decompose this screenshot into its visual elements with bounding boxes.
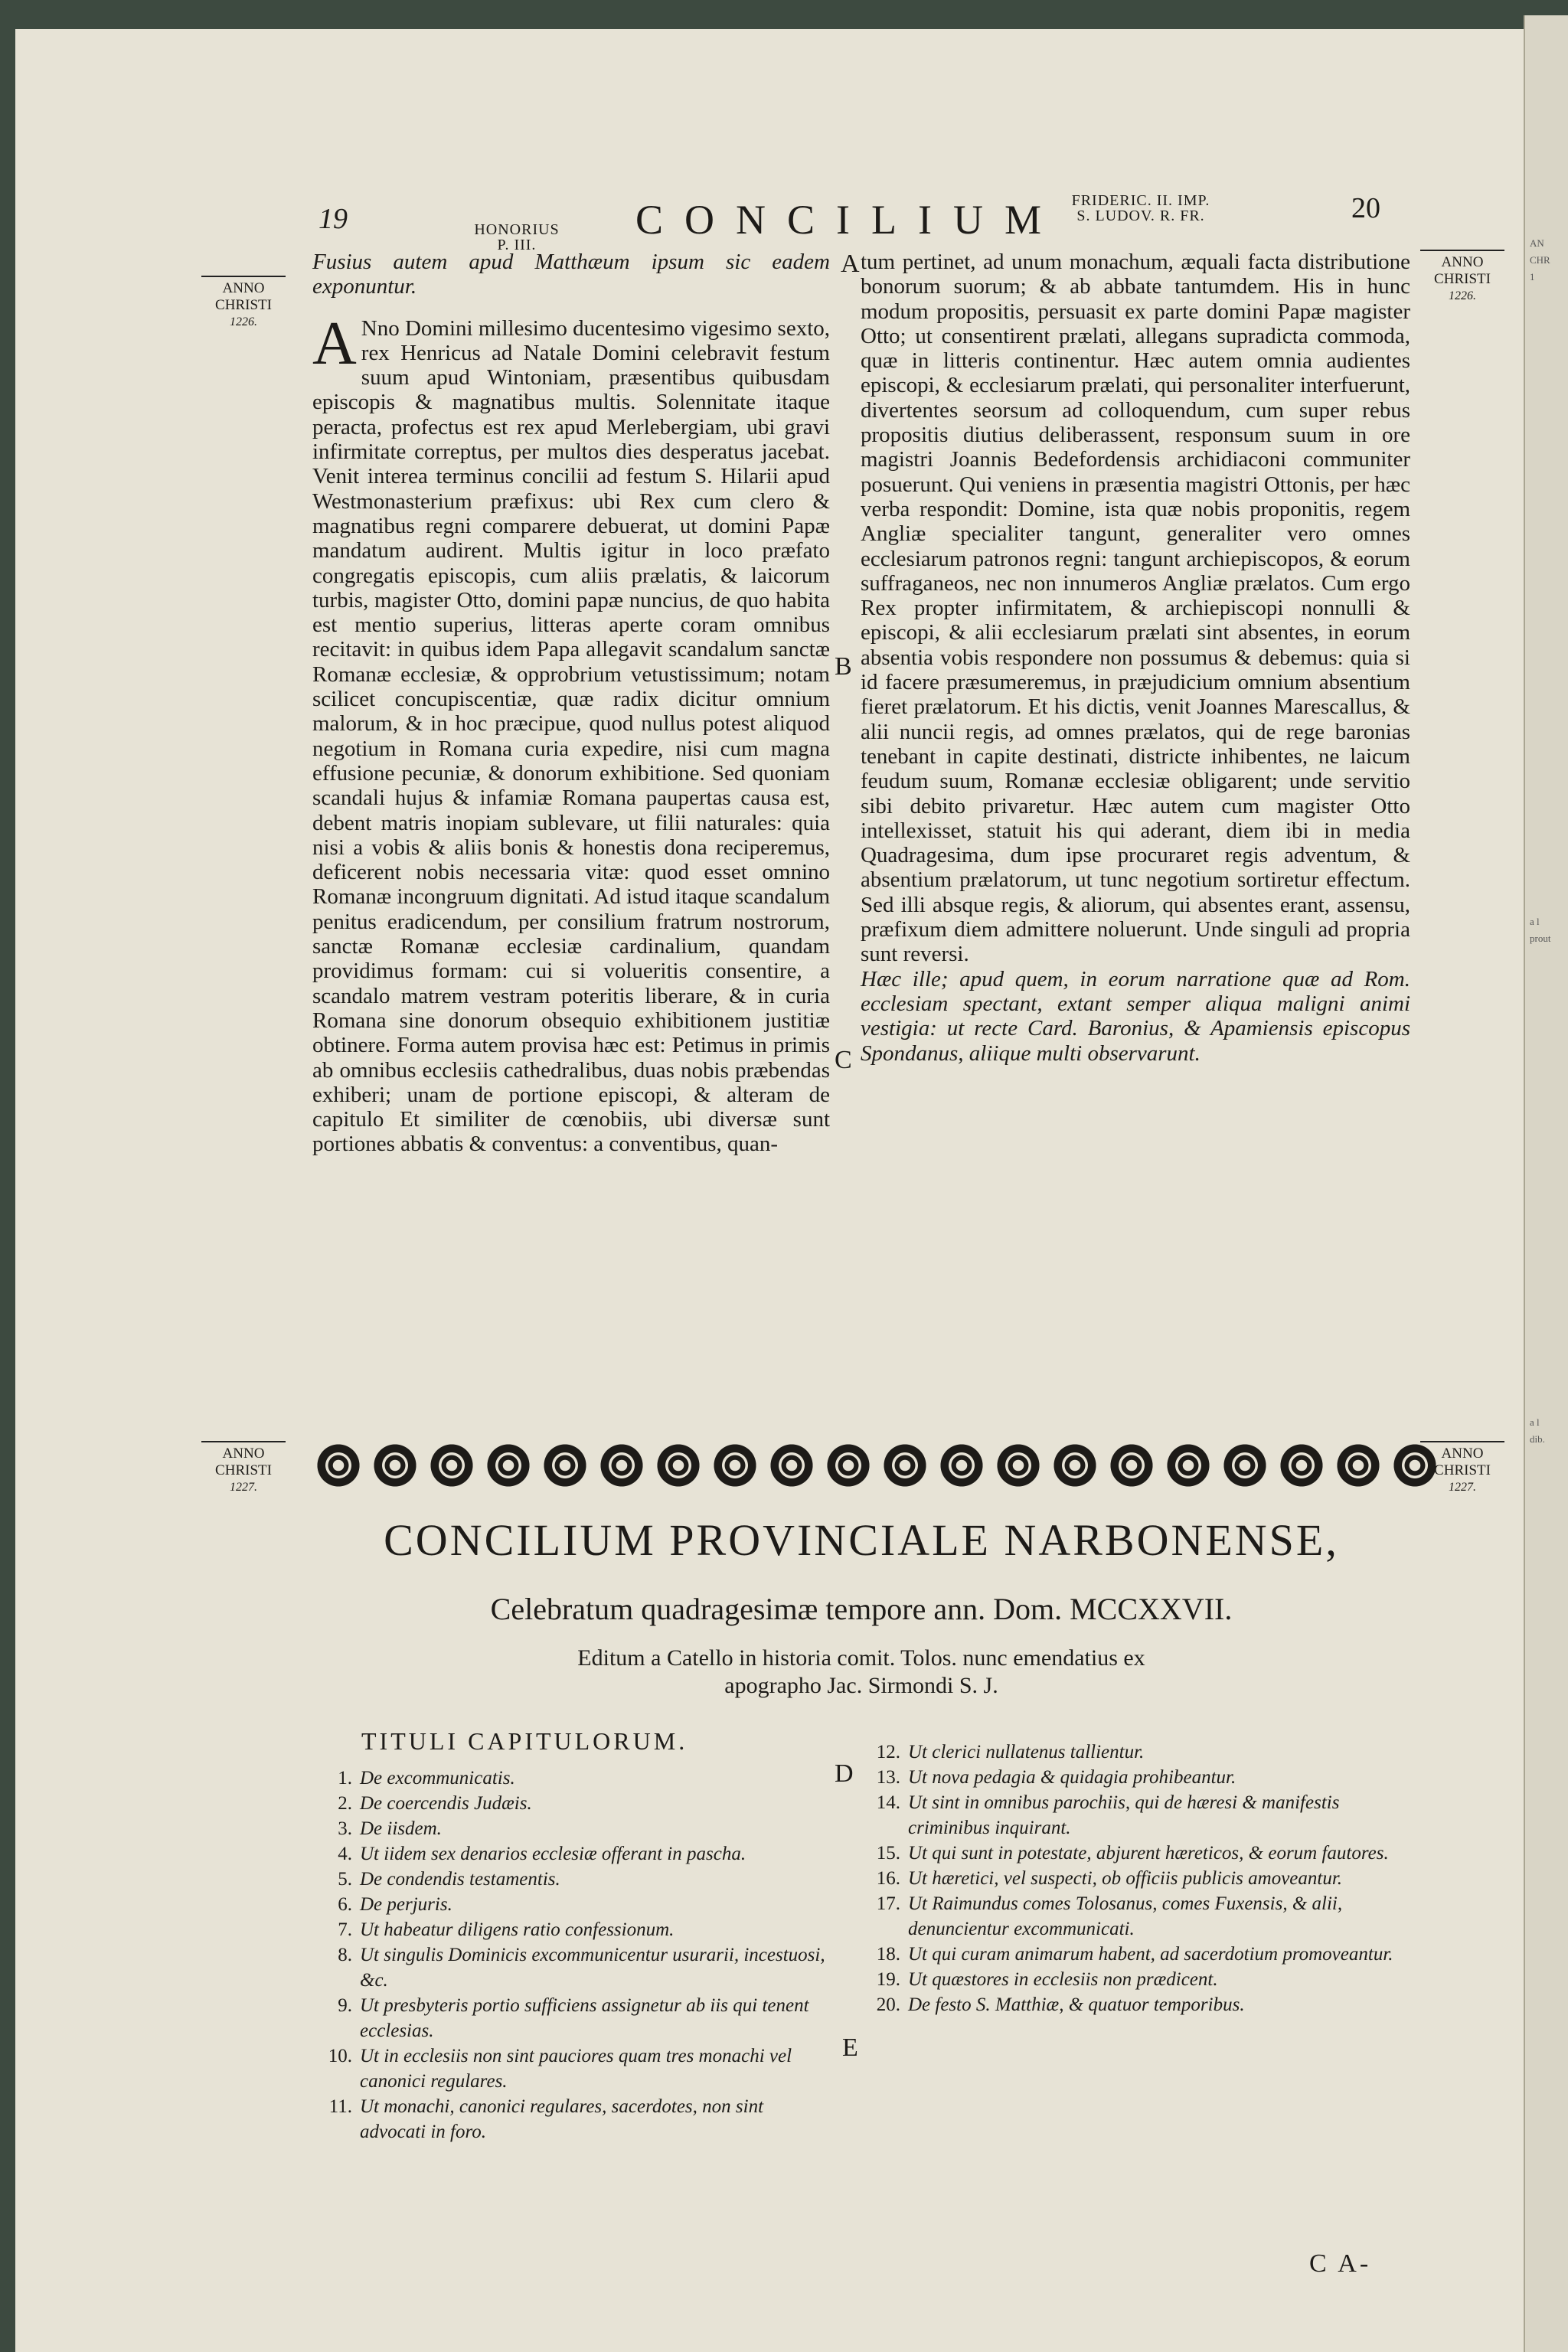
- toc-item-number: 7.: [338, 1919, 352, 1940]
- margin-anno: ANNO: [222, 1446, 265, 1462]
- margin-note-mid-right: [1409, 1441, 1516, 1496]
- toc-item-title: Ut clerici nullatenus tallientur.: [908, 1742, 1145, 1762]
- ornament: [709, 1444, 761, 1487]
- section-letter-e: E: [842, 2034, 858, 2062]
- running-head-left: [444, 222, 590, 253]
- adjacent-fragment: dib.: [1530, 1433, 1545, 1445]
- toc-item-number: 1.: [338, 1768, 352, 1788]
- toc-item-title: De festo S. Matthiæ, & quatuor temporibus.: [908, 1994, 1245, 2015]
- toc-item-title: Ut in ecclesiis non sint pauciores quam tres monachi vel canonici regulares.: [360, 2046, 792, 2092]
- ornament: [1049, 1444, 1101, 1487]
- section-letter-b: B: [835, 652, 852, 681]
- toc-item-number: 14.: [876, 1792, 900, 1813]
- toc-item: [312, 2094, 830, 2145]
- toc-item-title: Ut habeatur diligens ratio confessionum.: [360, 1919, 675, 1940]
- margin-christi: CHRISTI: [215, 1462, 272, 1478]
- ornament: [936, 1444, 988, 1487]
- toc-item-title: De iisdem.: [360, 1818, 442, 1839]
- toc-item: [861, 1765, 1410, 1790]
- toc-item-number: 19.: [876, 1969, 900, 1990]
- ornament: [539, 1444, 591, 1487]
- toc-item-number: 15.: [876, 1843, 900, 1864]
- runner-right-line1: FRIDERIC. II. IMP.: [1071, 192, 1210, 209]
- right-italic-note: Hæc ille; apud quem, in eorum narratione quæ ad Rom. ecclesiam spectant, extant semper aliqua maligni animi vestigia: ut recte Card. Baronius, & Apamiensis episcopus Spondanus, aliique multi observarunt.: [861, 966, 1410, 1066]
- toc-item-title: De coercendis Judæis.: [360, 1793, 532, 1814]
- ornament: [596, 1444, 648, 1487]
- margin-note-top-right: [1409, 250, 1516, 305]
- margin-year: 1226.: [1449, 289, 1476, 302]
- ornament: [369, 1444, 421, 1487]
- toc-item: [861, 1942, 1410, 1967]
- toc-item: [861, 1967, 1410, 1992]
- section-letter-d: D: [835, 1759, 854, 1788]
- adjacent-fragment: CHR: [1530, 254, 1550, 266]
- page-title: CONCILIUM: [635, 197, 1063, 243]
- toc-item-title: Ut iidem sex denarios ecclesiæ offerant in pascha.: [360, 1844, 746, 1864]
- adjacent-fragment: a l: [1530, 1416, 1540, 1428]
- toc-item: [312, 1816, 830, 1841]
- toc-item-title: De excommunicatis.: [360, 1768, 515, 1788]
- runner-right-line2: S. LUDOV. R. FR.: [1076, 207, 1205, 224]
- toc-item: [312, 1791, 830, 1816]
- toc-item-number: 4.: [338, 1844, 352, 1864]
- toc-right-column: [861, 1740, 1410, 2017]
- left-column: [312, 250, 830, 1157]
- ornament: [1162, 1444, 1214, 1487]
- toc-item-title: Ut nova pedagia & quidagia prohibeantur.: [908, 1767, 1236, 1788]
- toc-item-number: 6.: [338, 1894, 352, 1915]
- toc-left-column: [312, 1766, 830, 2145]
- margin-note-top-left: [190, 276, 297, 331]
- toc-item-number: 16.: [876, 1868, 900, 1889]
- intro-line: Fusius autem apud Matthæum ipsum sic eadem exponuntur.: [312, 250, 830, 299]
- margin-rule: [1420, 250, 1504, 251]
- page-number-right: 20: [1351, 192, 1380, 224]
- toc-item-number: 8.: [338, 1945, 352, 1965]
- toc-item-title: Ut singulis Dominicis excommunicentur usurarii, incestuosi, &c.: [360, 1945, 825, 1991]
- toc-item-title: Ut sint in omnibus parochiis, qui de hæresi & manifestis criminibus inquirant.: [908, 1792, 1340, 1838]
- ornament: [879, 1444, 931, 1487]
- toc-item-title: Ut monachi, canonici regulares, sacerdotes, non sint advocati in foro.: [360, 2096, 764, 2142]
- ornament: [312, 1444, 364, 1487]
- adjacent-fragment: a l: [1530, 916, 1540, 927]
- toc-item: [312, 1766, 830, 1791]
- section-letter-c: C: [835, 1046, 852, 1074]
- toc-item-title: Ut quæstores in ecclesiis non prædicent.: [908, 1969, 1218, 1990]
- ornament: [1276, 1444, 1328, 1487]
- running-head-right: [1049, 193, 1233, 224]
- margin-year: 1227.: [230, 1481, 257, 1494]
- left-body-text: Nno Domini millesimo ducentesimo vigesimo sexto, rex Henricus ad Natale Domini celebravit festum suum apud Wintoniam, præsentibus quibusdam episcopis & magnatibus multis. Solennitate itaque peracta, profectus est rex apud Merlebergiam, ubi gravi infirmitate correptus, per multos dies desperatus jacebat. Venit interea terminus concilii ad festum S. Hilarii apud Westmonasterium præfixus: ubi Rex cum clero & magnatibus regni comparere debuerat, ut domini Papæ mandatum audirent. Multis igitur in loco præfato congregatis episcopis, cum aliis prælatis, & laicorum turbis, magister Otto, domini papæ nuncius, de quo habita est mentio superius, litteras aperte coram omnibus recitavit: in quibus idem Papa allegavit scandalum sanctæ Romanæ ecclesiæ, & opprobrium vetustissimum; notam scilicet concupiscentiæ, quæ radix dicitur omnium malorum, & in hoc præcipue, quod nullus potest aliquod negotium in Romana curia expedire, nisi cum magna effusione pecuniæ, & donorum exhibitione. Sed quoniam scandali hujus & infamiæ Romana paupertas causa est, debent matris inopiam sublevare, ut filii naturales: quia nisi a vobis & aliis bonis & honestis dona reciperemus, deficerent nobis necessaria vitæ: quod esset omnino Romanæ incongruum dignitati. Ad istud itaque scandalum penitus eradicendum, per consilium fratrum nostrorum, sanctæ Romanæ ecclesiæ cardinalium, quandam providimus formam: cui si volueritis consentire, a scandalo matrem vestram poteritis liberare, & in curia Romana sine donorum obsequio exhibitionem justitiæ obtinere. Forma autem provisa hæc est: Petimus in primis ab omnibus ecclesiis cathedralibus, duas nobis præbendas exhiberi; unam de portione episcopi, & alteram de capitulo Et similiter de cœnobiis, ubi diversæ sunt portiones abbatis & conventus: a conventibus, quan-: [312, 315, 830, 1157]
- edition-line-2: apographo Jac. Sirmondi S. J.: [724, 1673, 998, 1698]
- ornament: [652, 1444, 704, 1487]
- adjacent-page-edge: [1524, 15, 1568, 2352]
- ornament: [1106, 1444, 1158, 1487]
- right-column: [861, 250, 1410, 1066]
- book-page: [15, 29, 1533, 2352]
- ornament: [992, 1444, 1044, 1487]
- toc-item-number: 17.: [876, 1893, 900, 1914]
- adjacent-fragment: prout: [1530, 933, 1551, 944]
- margin-year: 1226.: [230, 315, 257, 328]
- toc-item-number: 2.: [338, 1793, 352, 1814]
- toc-item-number: 13.: [876, 1767, 900, 1788]
- section-letter-a: A: [841, 250, 860, 278]
- margin-christi: CHRISTI: [215, 297, 272, 313]
- toc-item: [861, 1992, 1410, 2017]
- toc-item-number: 12.: [876, 1742, 900, 1762]
- ornament: [426, 1444, 478, 1487]
- toc-item-number: 18.: [876, 1944, 900, 1965]
- toc-item: [312, 2043, 830, 2094]
- margin-year: 1227.: [1449, 1481, 1476, 1494]
- margin-rule: [1420, 1441, 1504, 1442]
- toc-item: [861, 1866, 1410, 1891]
- margin-rule: [201, 1441, 286, 1442]
- toc-item-number: 10.: [328, 2046, 352, 2066]
- page-number-left: 19: [318, 203, 348, 235]
- adjacent-fragment: 1: [1530, 271, 1535, 283]
- ornamental-band: [312, 1444, 1441, 1487]
- adjacent-fragment: AN: [1530, 237, 1544, 249]
- toc-item-title: De perjuris.: [360, 1894, 452, 1915]
- toc-item-title: Ut presbyteris portio sufficiens assignetur ab iis qui tenent ecclesias.: [360, 1995, 809, 2041]
- toc-item: [861, 1841, 1410, 1866]
- toc-item: [312, 1917, 830, 1942]
- right-body-text: tum pertinet, ad unum monachum, æquali facta distributione bonorum suorum; & ab abbate tantumdem. His in hunc modum propositis, persuasit ex parte domini Papæ magister Otto; ut consentirent prælati, allegans supradicta commoda, quæ in litteris continentur. Hæc autem omnia audientes episcopi, & ecclesiarum prælati, qui personaliter interfuerunt, divertentes seorsum ad colloquendum, cum super rebus propositis diutius deliberassent, responsum suum in ore magistri Joannis Bedefordensis archidiaconi communiter posuerunt. Qui veniens in præsentia magistri Ottonis, per hæc verba respondit: Domine, ista quæ nobis proponitis, regem Angliæ specialiter tangunt, generaliter vero omnes ecclesiarum patronos regni: tangunt archiepiscopos, & eorum suffraganeos, nec non innumeros Angliæ prælatos. Cum ergo Rex propter infirmitatem, & archiepiscopi nonnulli & episcopi, & alii ecclesiarum prælati sint absentes, in eorum absentia vobis respondere non possumus & debemus: quia si id facere præsumeremus, in præjudicium omnium absentium fieret prælatorum. Et his dictis, venit Joannes Marescallus, & alii nuncii regis, ad omnes prælatos, qui de rege baronias tenebant in capite destinati, districte inhibentes, ne laicum feudum suum, Romanæ ecclesiæ obligarent; unde servitio sibi debito privaretur. Hæc autem cum magister Otto intellexisset, statuit his qui aderant, diem ibi in media Quadragesima, dum ipse procuraret regis adventum, & absentium prælatorum, ut tunc negotium sortiretur effectum. Sed illi absque regis, & aliorum, qui absentes erant, assensu, præfixum diem admittere noluerunt. Unde singuli ad propria sunt reversi.: [861, 250, 1410, 967]
- runner-left-line1: HONORIUS: [474, 221, 560, 238]
- edition-line-1: Editum a Catello in historia comit. Tolos. nunc emendatius ex: [577, 1645, 1145, 1671]
- runner-left-line2: P. III.: [497, 237, 537, 253]
- toc-item-number: 5.: [338, 1869, 352, 1890]
- toc-item-number: 20.: [876, 1994, 900, 2015]
- margin-note-mid-left: [190, 1441, 297, 1496]
- toc-item-number: 11.: [328, 2096, 352, 2117]
- margin-anno: ANNO: [222, 280, 265, 296]
- toc-item: [312, 1867, 830, 1892]
- toc-item: [861, 1740, 1410, 1765]
- drop-cap: A: [312, 309, 357, 377]
- toc-heading: TITULI CAPITULORUM.: [361, 1727, 688, 1755]
- toc-item-title: Ut hæretici, vel suspecti, ob officiis publicis amoveantur.: [908, 1868, 1343, 1889]
- toc-item: [312, 1942, 830, 1993]
- ornament: [766, 1444, 818, 1487]
- council-title: CONCILIUM PROVINCIALE NARBONENSE,: [384, 1515, 1339, 1565]
- ornament: [482, 1444, 534, 1487]
- margin-christi: CHRISTI: [1434, 271, 1491, 287]
- ornament: [822, 1444, 874, 1487]
- toc-item: [312, 1892, 830, 1917]
- margin-rule: [201, 276, 286, 277]
- toc-item-title: De condendis testamentis.: [360, 1869, 560, 1890]
- margin-anno: ANNO: [1441, 254, 1484, 270]
- edition-note: [312, 1645, 1410, 1700]
- toc-item: [312, 1993, 830, 2043]
- toc-item: [861, 1891, 1410, 1942]
- toc-item-number: 9.: [338, 1995, 352, 2016]
- toc-item-number: 3.: [338, 1818, 352, 1839]
- catchword: C A-: [1309, 2249, 1372, 2278]
- toc-item-title: Ut qui sunt in potestate, abjurent hæreticos, & eorum fautores.: [908, 1843, 1389, 1864]
- council-subtitle: Celebratum quadragesimæ tempore ann. Dom. MCCXXVII.: [490, 1592, 1233, 1626]
- toc-item-title: Ut Raimundus comes Tolosanus, comes Fuxensis, & alii, denuncientur excommunicati.: [908, 1893, 1343, 1939]
- margin-anno: ANNO: [1441, 1446, 1484, 1462]
- toc-item: [312, 1841, 830, 1867]
- margin-christi: CHRISTI: [1434, 1462, 1491, 1478]
- left-body-paragraph: [312, 309, 830, 1157]
- toc-item: [861, 1790, 1410, 1841]
- ornament: [1219, 1444, 1271, 1487]
- toc-item-title: Ut qui curam animarum habent, ad sacerdotium promoveantur.: [908, 1944, 1393, 1965]
- ornament: [1332, 1444, 1384, 1487]
